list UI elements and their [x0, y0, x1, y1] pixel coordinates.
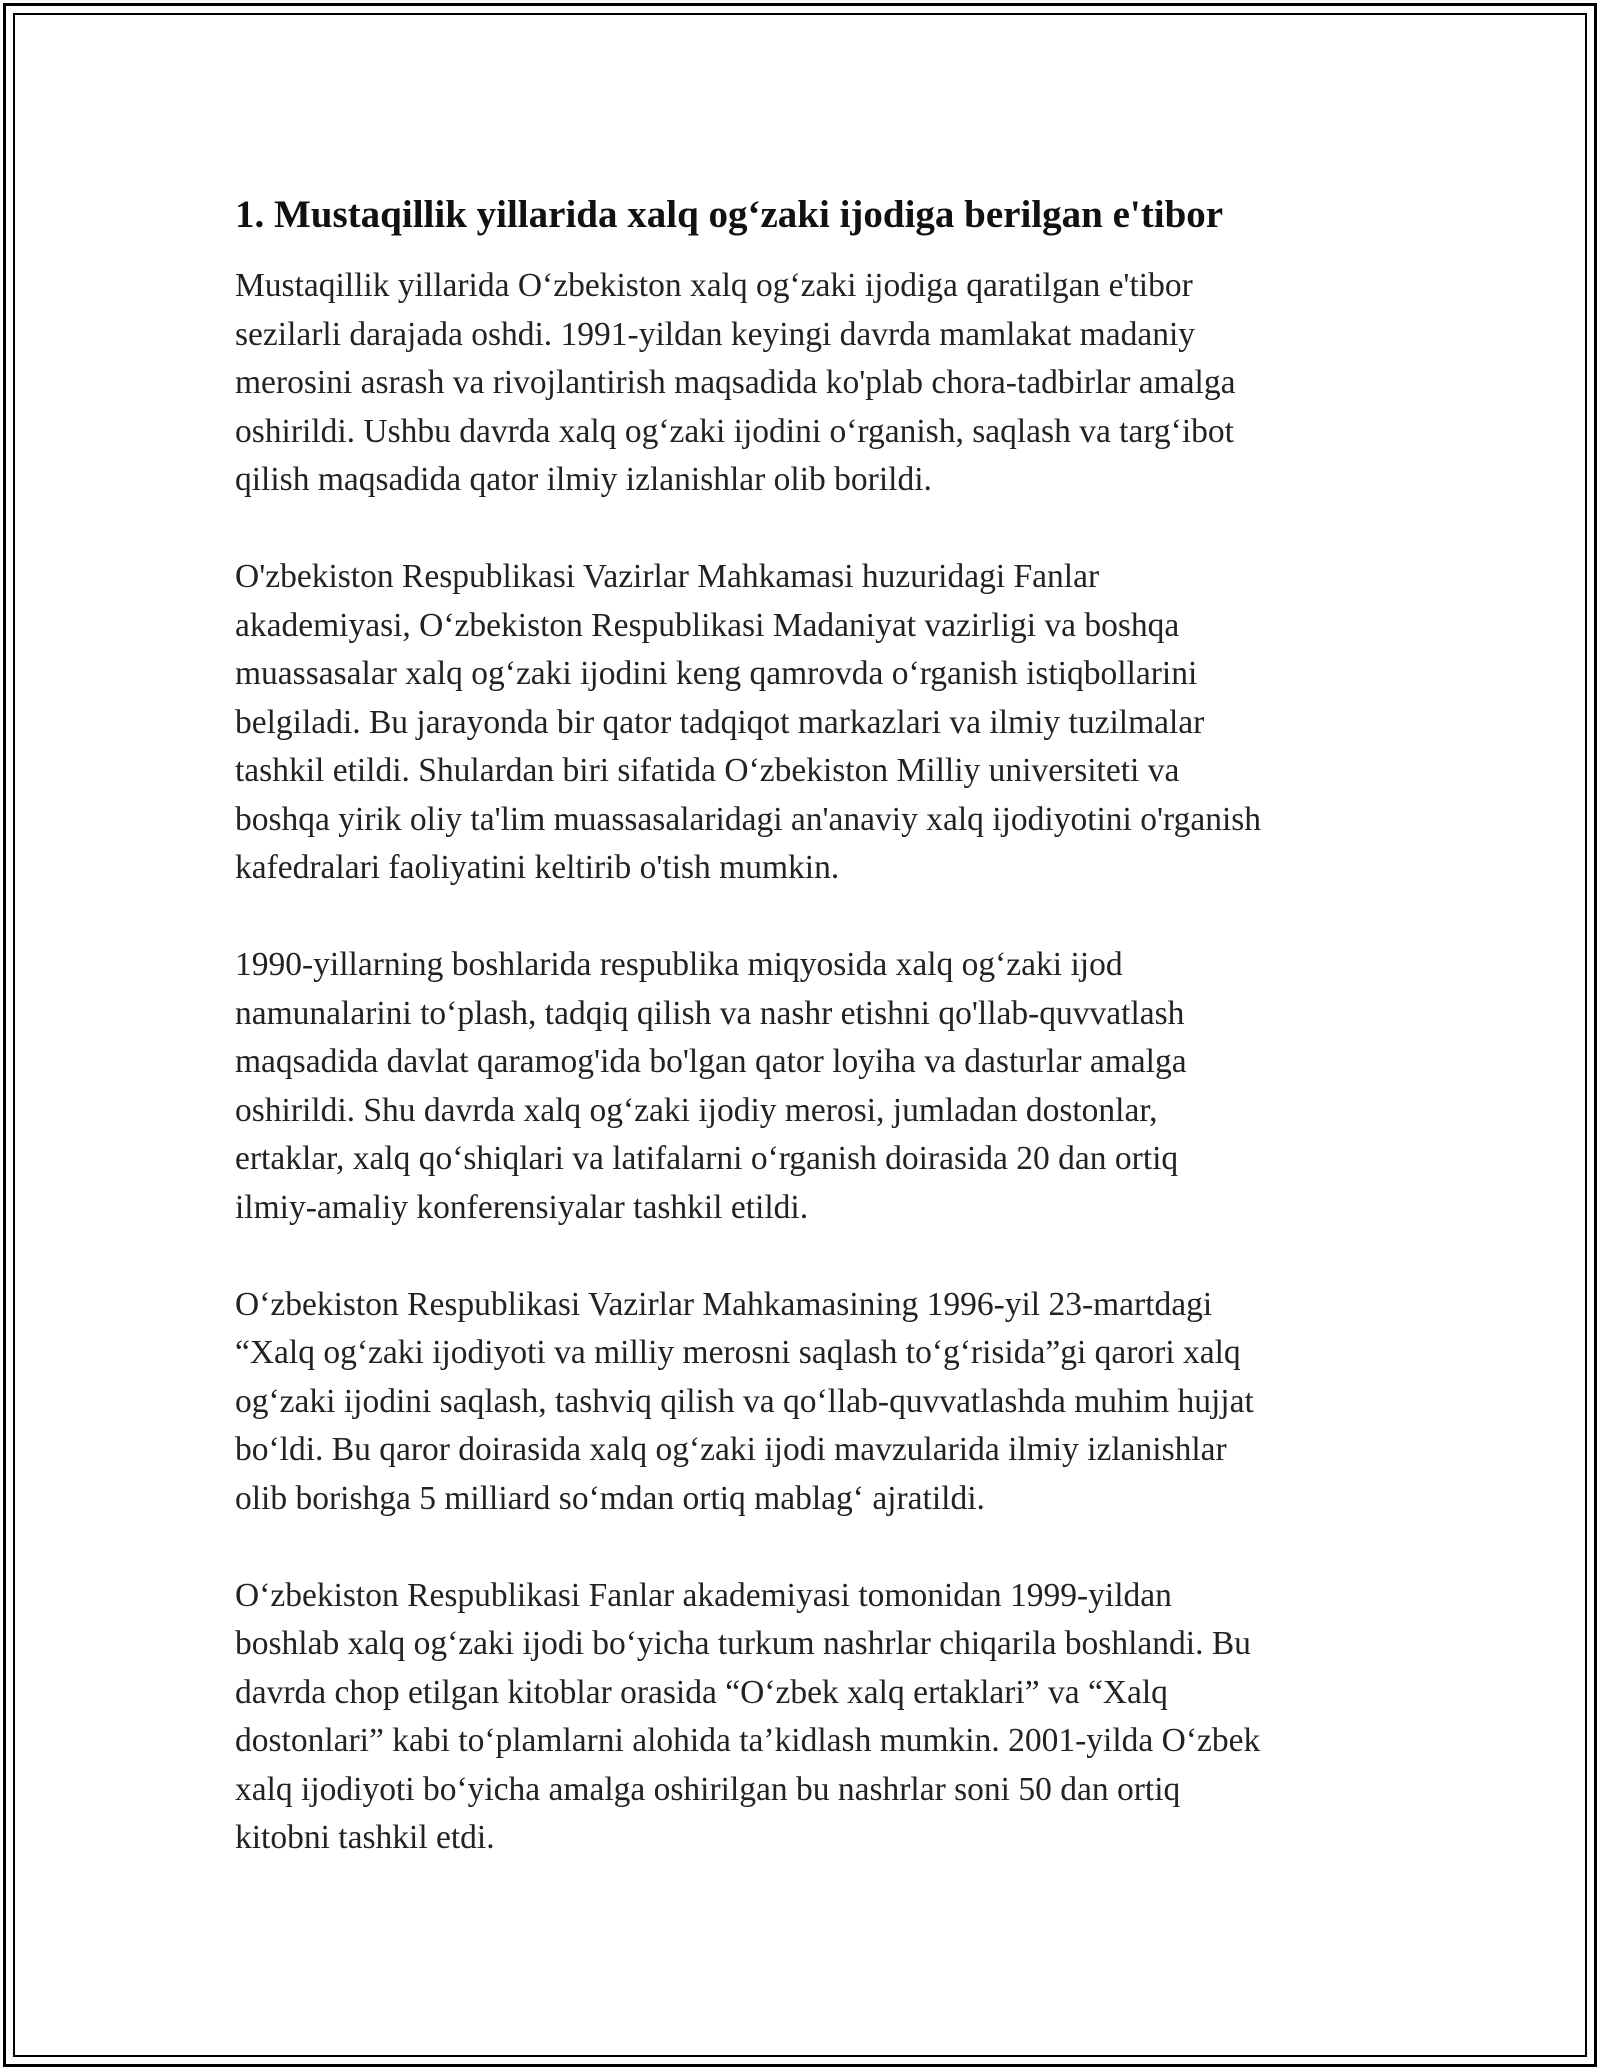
paragraph-line: kafedralari faoliyatini keltirib o'tish mumkin.: [235, 849, 840, 886]
paragraph-line: qilish maqsadida qator ilmiy izlanishlar olib borildi.: [235, 461, 932, 498]
paragraph-line: kitobni tashkil etdi.: [235, 1819, 495, 1856]
paragraph-line: dostonlari” kabi to‘plamlarni alohida ta’kidlash mumkin. 2001-yilda O‘zbek: [235, 1722, 1261, 1759]
paragraph-line: “Xalq og‘zaki ijodiyoti va milliy merosni saqlash to‘g‘risida”gi qarori xalq: [235, 1334, 1241, 1371]
paragraph-line: O‘zbekiston Respublikasi Vazirlar Mahkamasining 1996-yil 23-martdagi: [235, 1285, 1213, 1323]
paragraph-line: O‘zbekiston Respublikasi Fanlar akademiyasi tomonidan 1999-yildan: [235, 1576, 1172, 1614]
paragraph-5: [235, 1572, 1370, 1863]
paragraph-line: ilmiy-amaliy konferensiyalar tashkil etildi.: [235, 1188, 809, 1226]
paragraph-line: muassasalar xalq og‘zaki ijodini keng qamrovda o‘rganish istiqbollarini: [235, 655, 1198, 692]
paragraph-line: Mustaqillik yillarida O‘zbekiston xalq og‘zaki ijodiga qaratilgan e'tibor: [235, 267, 1193, 304]
paragraph-line: maqsadida davlat qaramog'ida bo'lgan qator loyiha va dasturlar amalga: [235, 1043, 1187, 1080]
paragraph-line: oshirildi. Shu davrda xalq og‘zaki ijodiy merosi, jumladan dostonlar,: [235, 1091, 1158, 1129]
paragraph-line: xalq ijodiyoti bo‘yicha amalga oshirilgan bu nashrlar soni 50 dan ortiq: [235, 1770, 1181, 1808]
paragraph-line: bo‘ldi. Bu qaror doirasida xalq og‘zaki ijodi mavzularida ilmiy izlanishlar: [235, 1431, 1227, 1468]
paragraph-line: og‘zaki ijodini saqlash, tashviq qilish va qo‘llab-quvvatlashda muhim hujjat: [235, 1382, 1254, 1420]
paragraph-line: O'zbekiston Respublikasi Vazirlar Mahkamasi huzuridagi Fanlar: [235, 558, 1100, 595]
paragraph-line: oshirildi. Ushbu davrda xalq og‘zaki ijodini o‘rganish, saqlash va targ‘ibot: [235, 412, 1234, 450]
section-heading: 1. Mustaqillik yillarida xalq og‘zaki ijodiga berilgan e'tibor: [235, 193, 1224, 236]
paragraph-line: davrda chop etilgan kitoblar orasida “O‘zbek xalq ertaklari” va “Xalq: [235, 1673, 1168, 1711]
paragraph-line: tashkil etildi. Shulardan biri sifatida O‘zbekiston Milliy universiteti va: [235, 752, 1180, 789]
paragraph-line: namunalarini to‘plash, tadqiq qilish va nashr etishni qo'llab-quvvatlash: [235, 994, 1185, 1032]
paragraph-1: [235, 262, 1370, 505]
paragraph-line: boshqa yirik oliy ta'lim muassasalaridagi an'anaviy xalq ijodiyotini o'rganish: [235, 800, 1262, 838]
paragraph-line: akademiyasi, O‘zbekiston Respublikasi Madaniyat vazirligi va boshqa: [235, 606, 1180, 644]
paragraph-line: belgiladi. Bu jarayonda bir qator tadqiqot markazlari va ilmiy tuzilmalar: [235, 703, 1205, 741]
paragraph-line: boshlab xalq og‘zaki ijodi bo‘yicha turkum nashrlar chiqarila boshlandi. Bu: [235, 1625, 1251, 1662]
paragraph-line: 1990-yillarning boshlarida respublika miqyosida xalq og‘zaki ijod: [235, 946, 1123, 983]
paragraph-4: [235, 1281, 1370, 1524]
paragraph-line: merosini asrash va rivojlantirish maqsadida ko'plab chora-tadbirlar amalga: [235, 364, 1236, 401]
paragraph-line: sezilarli darajada oshdi. 1991-yildan keyingi davrda mamlakat madaniy: [235, 315, 1196, 353]
paragraph-2: [235, 553, 1370, 893]
paragraph-line: olib borishga 5 milliard so‘mdan ortiq mablag‘ ajratildi.: [235, 1479, 985, 1517]
paragraph-3: [235, 941, 1370, 1232]
paragraph-line: ertaklar, xalq qo‘shiqlari va latifalarni o‘rganish doirasida 20 dan ortiq: [235, 1140, 1179, 1177]
document-body: [235, 190, 1370, 1911]
